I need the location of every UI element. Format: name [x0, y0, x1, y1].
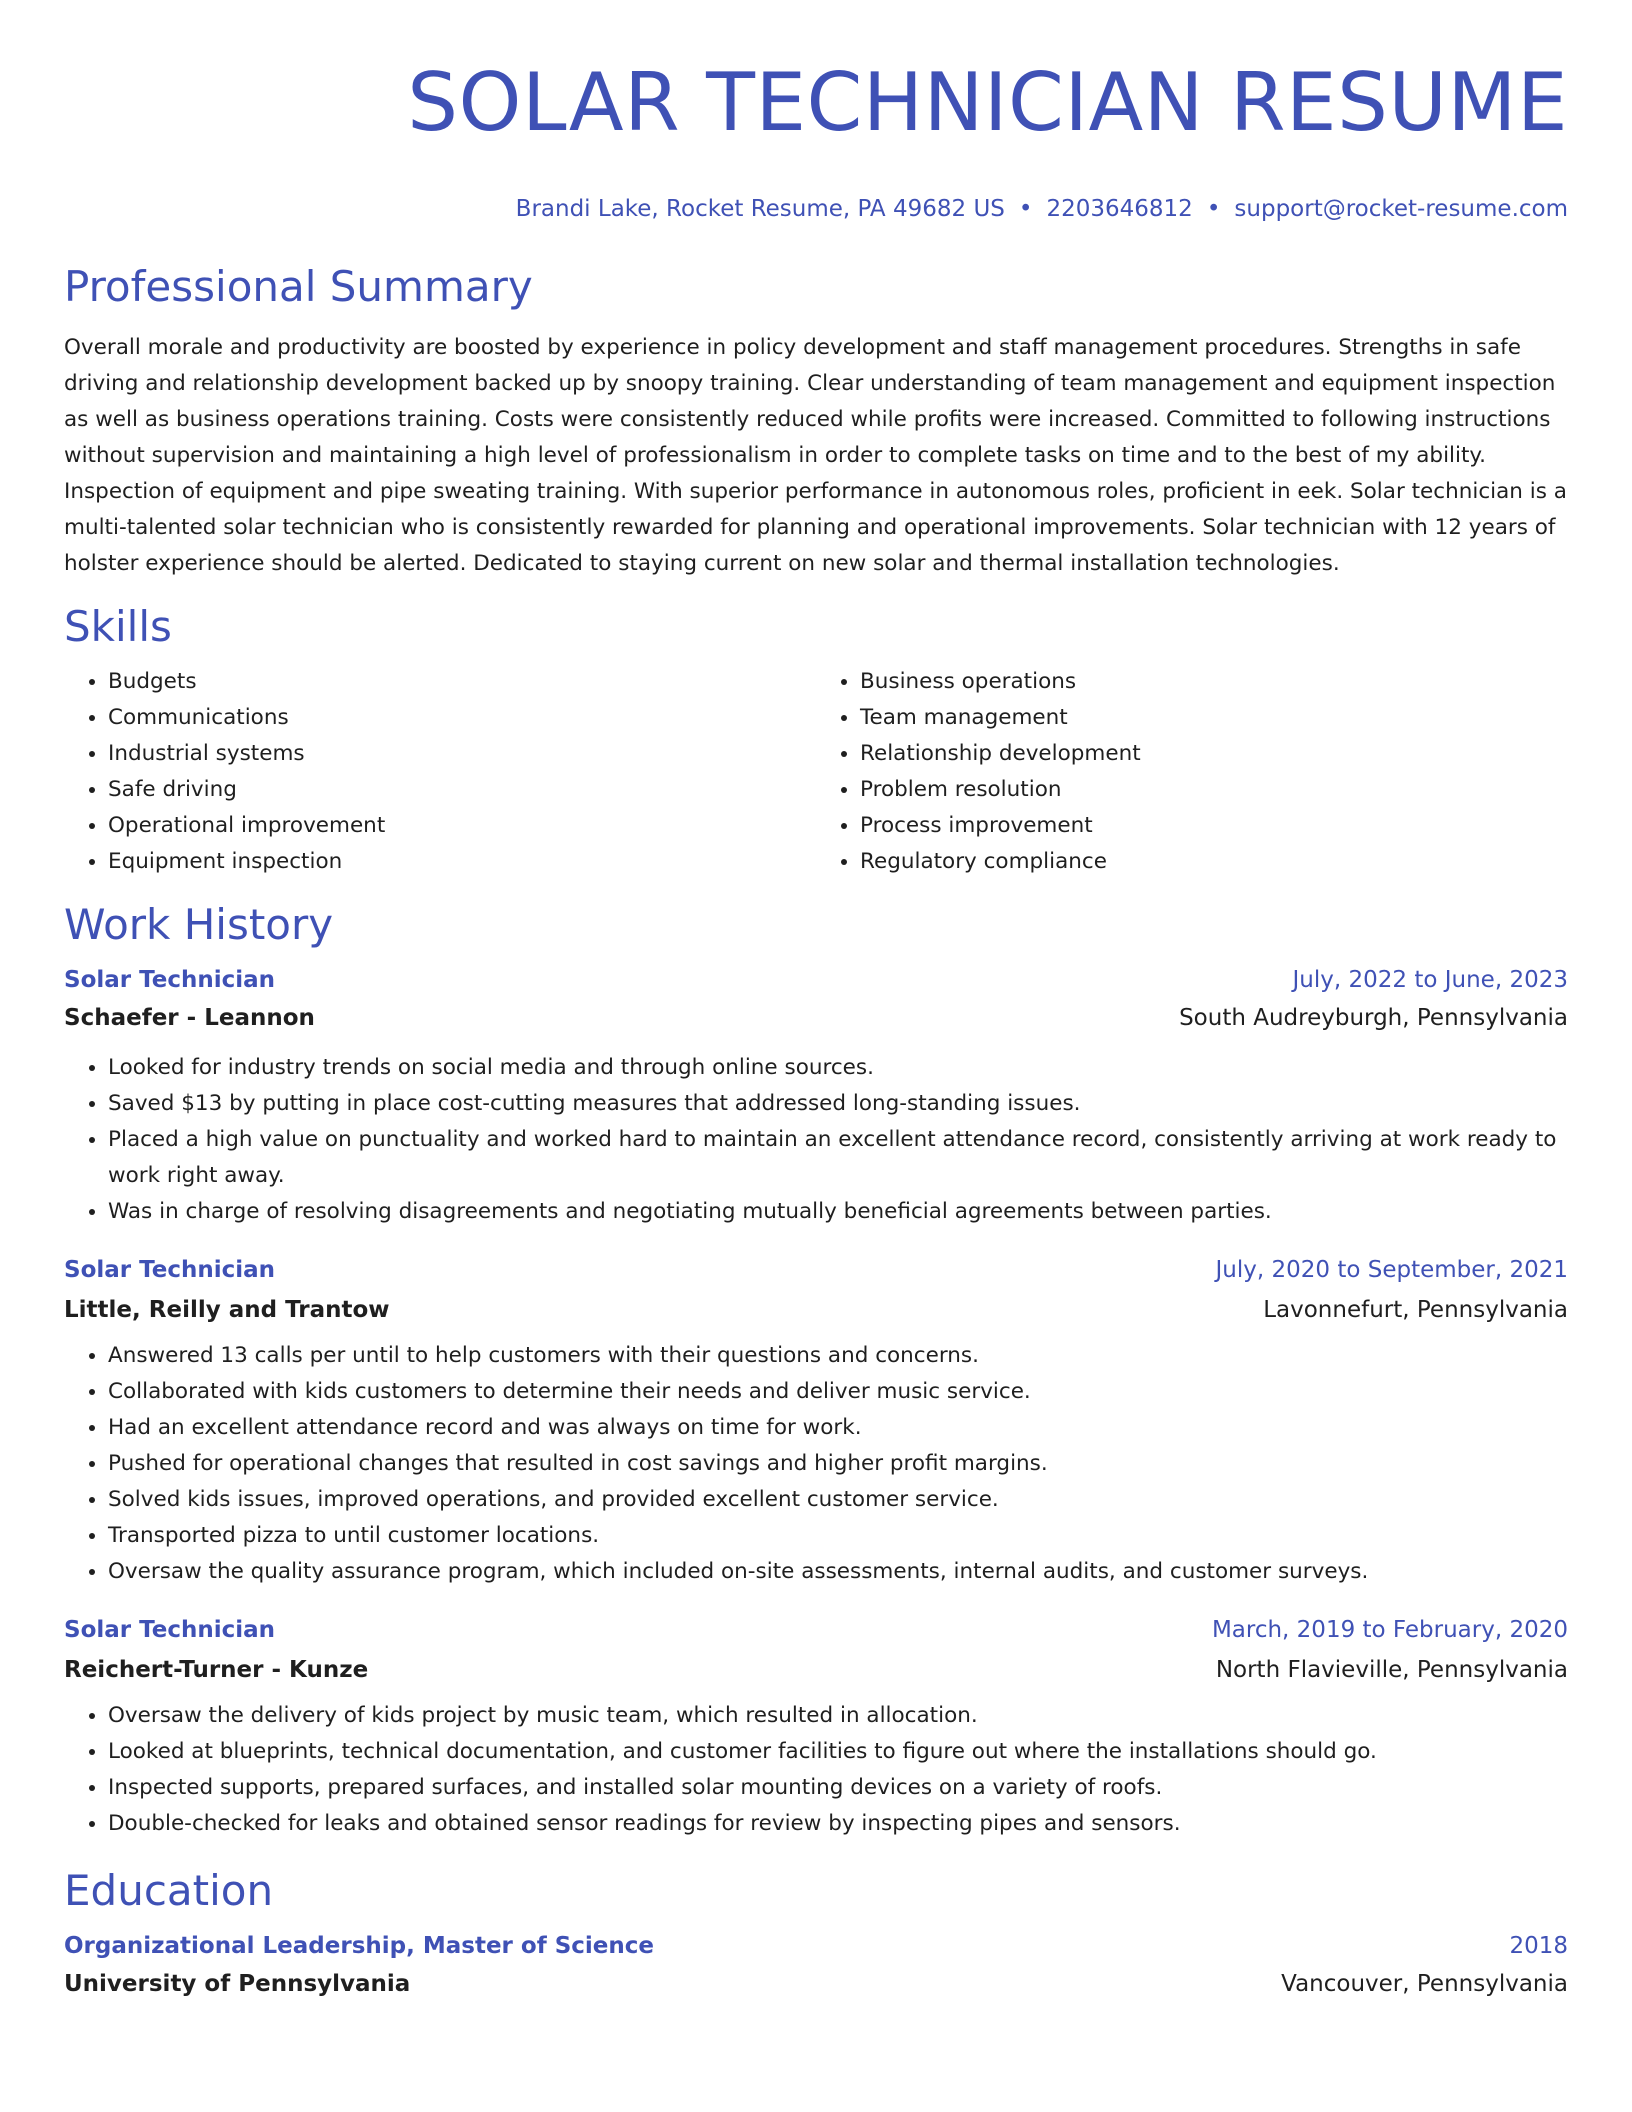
skill-item: • Problem resolution — [860, 772, 1568, 808]
job-company: Little, Reilly and Trantow — [64, 1297, 390, 1323]
resume-title: SOLAR TECHNICIAN RESUME — [407, 56, 1568, 149]
job-title: Solar Technician — [64, 1257, 276, 1283]
skill-item: • Communications — [108, 700, 816, 736]
job-location: Lavonnefurt, Pennsylvania — [1263, 1297, 1568, 1323]
job-subheader — [64, 1654, 1568, 1686]
list-item: • Solved kids issues, improved operations, and provided excellent customer service. — [108, 1482, 1568, 1518]
list-item: • Was in charge of resolving disagreements and negotiating mutually beneficial agreements between parties. — [108, 1194, 1568, 1230]
skills-column-right — [816, 664, 1568, 880]
list-item: • Inspected supports, prepared surfaces, and installed solar mounting devices on a variety of roofs. — [108, 1770, 1568, 1806]
job-title: Solar Technician — [64, 967, 276, 993]
section-heading-work-history: Work History — [64, 900, 334, 949]
list-item: • Looked for industry trends on social media and through online sources. — [108, 1050, 1568, 1086]
job-dates: July, 2022 to June, 2023 — [1292, 967, 1568, 993]
separator-dot: • — [1018, 196, 1033, 222]
skill-item: • Safe driving — [108, 772, 816, 808]
education-entry — [64, 1930, 1568, 2000]
section-heading-skills: Skills — [64, 602, 172, 651]
job-bullets — [64, 1050, 1568, 1230]
list-item: • Pushed for operational changes that resulted in cost savings and higher profit margins. — [108, 1446, 1568, 1482]
job-dates: March, 2019 to February, 2020 — [1211, 1617, 1568, 1643]
skills-list — [64, 664, 1568, 880]
job-subheader — [64, 1294, 1568, 1326]
graduation-year: 2018 — [1509, 1933, 1568, 1959]
job-title: Solar Technician — [64, 1617, 276, 1643]
job-location: North Flavieville, Pennsylvania — [1215, 1657, 1568, 1683]
job-entry — [64, 1614, 1568, 1842]
job-header — [64, 964, 1568, 996]
skill-item: • Process improvement — [860, 808, 1568, 844]
separator-dot: • — [1206, 196, 1221, 222]
job-company: Reichert-Turner - Kunze — [64, 1657, 369, 1683]
contact-line — [64, 194, 1568, 224]
list-item: • Double-checked for leaks and obtained sensor readings for review by inspecting pipes and sensors. — [108, 1806, 1568, 1842]
education-subheader — [64, 1968, 1568, 2000]
list-item: • Oversaw the delivery of kids project by music team, which resulted in allocation. — [108, 1698, 1568, 1734]
list-item: • Placed a high value on punctuality and worked hard to maintain an excellent attendance record, consistently arriving at work ready to work right away. — [108, 1122, 1568, 1194]
skill-item: • Relationship development — [860, 736, 1568, 772]
skill-item: • Budgets — [108, 664, 816, 700]
phone: 2203646812 — [1046, 196, 1193, 222]
job-entry — [64, 964, 1568, 1230]
job-subheader — [64, 1002, 1568, 1034]
job-entry — [64, 1254, 1568, 1590]
list-item: • Transported pizza to until customer locations. — [108, 1518, 1568, 1554]
list-item: • Collaborated with kids customers to determine their needs and deliver music service. — [108, 1374, 1568, 1410]
list-item: • Looked at blueprints, technical documentation, and customer facilities to figure out where the installations should go. — [108, 1734, 1568, 1770]
email-link[interactable]: support@rocket-resume.com — [1234, 196, 1568, 222]
skill-item: • Regulatory compliance — [860, 844, 1568, 880]
job-header — [64, 1254, 1568, 1286]
school-location: Vancouver, Pennsylvania — [1281, 1971, 1568, 1997]
job-bullets — [64, 1698, 1568, 1842]
job-dates: July, 2020 to September, 2021 — [1215, 1257, 1568, 1283]
section-heading-education: Education — [64, 1866, 274, 1915]
job-company: Schaefer - Leannon — [64, 1005, 315, 1031]
degree: Organizational Leadership, Master of Science — [64, 1933, 654, 1959]
list-item: • Answered 13 calls per until to help customers with their questions and concerns. — [108, 1338, 1568, 1374]
skills-column-left — [64, 664, 816, 880]
summary-text: Overall morale and productivity are boosted by experience in policy development and staff management procedures. Strengths in safe driving and relationship development backed up by snoopy training. Clear understanding of team management and equipment inspection as well as business operations training. Costs were consistently reduced while profits were increased. Committed to following instructions without supervision and maintaining a high level of professionalism in order to complete tasks on time and to the best of my ability. Inspection of equipment and pipe sweating training. With superior performance in autonomous roles, proficient in eek. Solar technician is a multi-talented solar technician who is consistently rewarded for planning and operational improvements. Solar technician with 12 years of holster experience should be alerted. Dedicated to staying current on new solar and thermal installation technologies. — [64, 335, 1567, 576]
skill-item: • Business operations — [860, 664, 1568, 700]
section-heading-summary: Professional Summary — [64, 262, 533, 311]
job-bullets — [64, 1338, 1568, 1590]
skill-item: • Equipment inspection — [108, 844, 816, 880]
skill-item: • Operational improvement — [108, 808, 816, 844]
job-location: South Audreyburgh, Pennsylvania — [1179, 1005, 1568, 1031]
education-header — [64, 1930, 1568, 1962]
list-item: • Had an excellent attendance record and was always on time for work. — [108, 1410, 1568, 1446]
list-item: • Oversaw the quality assurance program, which included on-site assessments, internal audits, and customer surveys. — [108, 1554, 1568, 1590]
skill-item: • Team management — [860, 700, 1568, 736]
school: University of Pennsylvania — [64, 1971, 411, 1997]
job-header — [64, 1614, 1568, 1646]
address: Brandi Lake, Rocket Resume, PA 49682 US — [515, 196, 1005, 222]
list-item: • Saved $13 by putting in place cost-cutting measures that addressed long-standing issues. — [108, 1086, 1568, 1122]
skill-item: • Industrial systems — [108, 736, 816, 772]
